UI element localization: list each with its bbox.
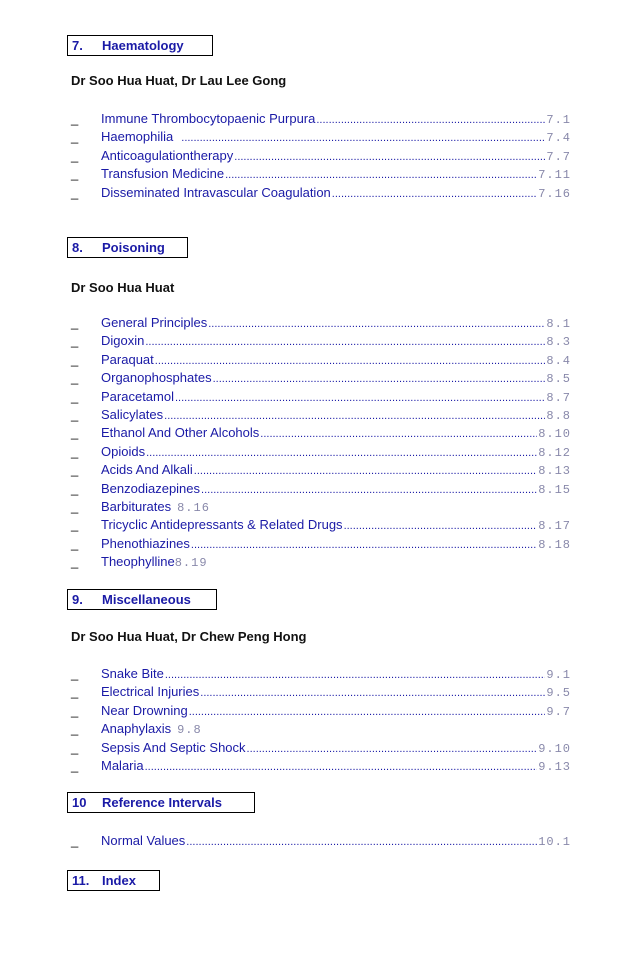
entry-page: 9.1	[546, 668, 571, 682]
chapter-number: 9.	[72, 592, 83, 607]
entry-page: 8.15	[538, 482, 571, 497]
entry-page: 8.1	[546, 317, 571, 331]
toc-entry[interactable]	[71, 535, 571, 553]
bullet: _	[71, 406, 79, 422]
chapter-authors: Dr Soo Hua Huat	[71, 280, 175, 295]
entry-page: 9.13	[538, 759, 571, 774]
toc-entry[interactable]	[71, 461, 571, 479]
entry-page: 8.13	[538, 464, 571, 479]
entry-title: Ethanol And Other Alcohols	[101, 425, 260, 441]
toc-entry[interactable]	[71, 165, 571, 183]
dot-leader	[213, 370, 546, 388]
toc-entry[interactable]	[71, 702, 571, 720]
entry-title: Snake Bite	[101, 666, 164, 681]
bullet: _	[71, 315, 79, 330]
bullet: _	[71, 111, 79, 126]
entry-title: Immune Thrombocytopaenic Purpura	[101, 111, 316, 126]
chapter-heading-miscellaneous	[67, 589, 217, 610]
toc-entry[interactable]	[71, 832, 571, 850]
entry-page: 8.16	[177, 500, 210, 515]
dot-leader	[165, 666, 546, 684]
entry-page: 8.17	[538, 519, 571, 534]
chapter-authors: Dr Soo Hua Huat, Dr Lau Lee Gong	[71, 73, 287, 88]
entry-title: Near Drowning	[101, 702, 188, 718]
entry-title: Phenothiazines	[101, 535, 190, 551]
toc-entry[interactable]	[71, 683, 571, 701]
entry-title: Digoxin	[101, 333, 145, 349]
entry-title: General Principles	[101, 315, 208, 330]
toc-entry[interactable]	[71, 110, 571, 128]
entry-title: Transfusion Medicine	[101, 166, 225, 182]
entry-title: Tricyclic Antidepressants & Related Drugs	[101, 517, 343, 533]
dot-leader	[316, 111, 545, 129]
chapter-title: Poisoning	[102, 240, 165, 255]
entry-page: 8.7	[546, 390, 571, 405]
entry-title: Salicylates	[101, 406, 164, 422]
dot-leader	[208, 315, 545, 333]
toc-entry[interactable]	[71, 739, 571, 757]
chapter-title: Index	[102, 873, 136, 888]
entry-title: Benzodiazepines	[101, 480, 201, 496]
toc-list-haematology	[71, 110, 571, 202]
bullet: _	[71, 388, 79, 404]
bullet: _	[71, 351, 79, 367]
bullet: _	[71, 462, 79, 478]
dot-leader	[164, 407, 545, 425]
bullet: _	[71, 684, 79, 700]
bullet: _	[71, 480, 79, 496]
bullet: _	[71, 757, 79, 773]
chapter-title: Reference Intervals	[102, 795, 222, 810]
bullet: _	[71, 498, 79, 514]
entry-page: 7.7	[546, 149, 571, 164]
chapter-number: 8.	[72, 240, 83, 255]
chapter-heading-poisoning	[67, 237, 188, 258]
entry-title: Anticoagulationtherapy	[101, 147, 234, 163]
entry-page: 8.18	[538, 537, 571, 552]
dot-leader	[225, 166, 537, 184]
bullet: _	[71, 370, 79, 386]
toc-entry[interactable]	[71, 332, 571, 350]
toc-entry[interactable]	[71, 369, 571, 387]
dot-leader	[181, 129, 545, 147]
dot-leader	[201, 481, 537, 499]
dot-leader	[260, 425, 537, 443]
chapter-heading-reference-intervals	[67, 792, 255, 813]
dot-leader	[146, 444, 537, 462]
toc-entry[interactable]	[71, 128, 571, 146]
dot-leader	[189, 703, 546, 721]
toc-entry[interactable]	[71, 388, 571, 406]
toc-entry[interactable]	[71, 314, 571, 332]
dot-leader	[191, 536, 537, 554]
toc-list-reference-intervals	[71, 832, 571, 850]
toc-entry[interactable]	[71, 184, 571, 202]
bullet: _	[71, 833, 79, 848]
bullet: _	[71, 535, 79, 551]
chapter-number: 10	[72, 795, 87, 810]
toc-entry[interactable]	[71, 147, 571, 165]
entry-title: Electrical Injuries	[101, 684, 200, 700]
toc-entry[interactable]	[71, 553, 571, 571]
entry-title: Organophosphates	[101, 370, 212, 386]
toc-list-miscellaneous	[71, 665, 571, 775]
entry-title: Normal Values	[101, 833, 186, 848]
dot-leader	[145, 758, 538, 776]
toc-list-poisoning	[71, 314, 571, 571]
entry-page: 7.4	[546, 131, 571, 146]
chapter-title: Haematology	[102, 38, 184, 53]
bullet: _	[71, 666, 79, 681]
entry-title: Sepsis And Septic Shock	[101, 739, 246, 755]
entry-title: Anaphylaxis	[101, 721, 172, 737]
dot-leader	[175, 389, 545, 407]
dot-leader	[145, 333, 545, 351]
bullet: _	[71, 147, 79, 163]
chapter-authors: Dr Soo Hua Huat, Dr Chew Peng Hong	[71, 629, 307, 644]
bullet: _	[71, 554, 79, 570]
bullet: _	[71, 333, 79, 349]
entry-page: 8.8	[546, 408, 571, 423]
dot-leader	[247, 740, 538, 758]
entry-page: 8.10	[538, 427, 571, 442]
toc-entry[interactable]	[71, 351, 571, 369]
dot-leader	[155, 352, 546, 370]
bullet: _	[71, 702, 79, 718]
entry-page: 8.4	[546, 353, 571, 368]
entry-page: 9.10	[538, 741, 571, 756]
entry-page: 9.5	[546, 686, 571, 701]
chapter-number: 11.	[72, 873, 90, 888]
bullet: _	[71, 721, 79, 737]
entry-page: 8.5	[546, 372, 571, 387]
entry-page: 8.19	[174, 556, 208, 571]
entry-title: Barbiturates	[101, 498, 172, 514]
toc-entry[interactable]	[71, 757, 571, 775]
chapter-title: Miscellaneous	[102, 592, 191, 607]
toc-entry[interactable]	[71, 516, 571, 534]
toc-entry[interactable]	[71, 406, 571, 424]
chapter-number: 7.	[72, 38, 83, 53]
entry-title: Haemophilia	[101, 129, 174, 145]
entry-title: Paraquat	[101, 351, 154, 367]
bullet: _	[71, 739, 79, 755]
entry-title: Theophylline	[101, 554, 175, 570]
entry-title: Acids And Alkali	[101, 462, 193, 478]
bullet: _	[71, 184, 79, 200]
entry-title: Malaria	[101, 757, 144, 773]
dot-leader	[186, 833, 537, 851]
toc-entry[interactable]	[71, 665, 571, 683]
chapter-heading-index	[67, 870, 160, 891]
toc-entry[interactable]	[71, 443, 571, 461]
chapter-heading-haematology	[67, 35, 213, 56]
toc-entry[interactable]	[71, 720, 571, 738]
entry-page: 7.11	[538, 168, 571, 183]
entry-page: 9.7	[546, 704, 571, 719]
dot-leader	[200, 684, 545, 702]
entry-page: 10.1	[538, 835, 571, 849]
bullet: _	[71, 443, 79, 459]
toc-entry[interactable]	[71, 424, 571, 442]
bullet: _	[71, 517, 79, 533]
dot-leader	[194, 462, 537, 480]
dot-leader	[344, 517, 538, 535]
entry-page: 7.16	[538, 186, 571, 201]
entry-page: 8.3	[546, 335, 571, 350]
entry-title: Paracetamol	[101, 388, 174, 404]
dot-leader	[332, 185, 537, 203]
entry-page: 8.12	[538, 445, 571, 460]
bullet: _	[71, 425, 79, 441]
entry-page: 9.8	[177, 723, 202, 738]
bullet: _	[71, 129, 79, 145]
entry-title: Opioids	[101, 443, 146, 459]
toc-entry[interactable]	[71, 498, 571, 516]
dot-leader	[234, 148, 545, 166]
toc-entry[interactable]	[71, 480, 571, 498]
bullet: _	[71, 166, 79, 182]
entry-title: Disseminated Intravascular Coagulation	[101, 184, 331, 200]
entry-page: 7.1	[546, 113, 571, 127]
